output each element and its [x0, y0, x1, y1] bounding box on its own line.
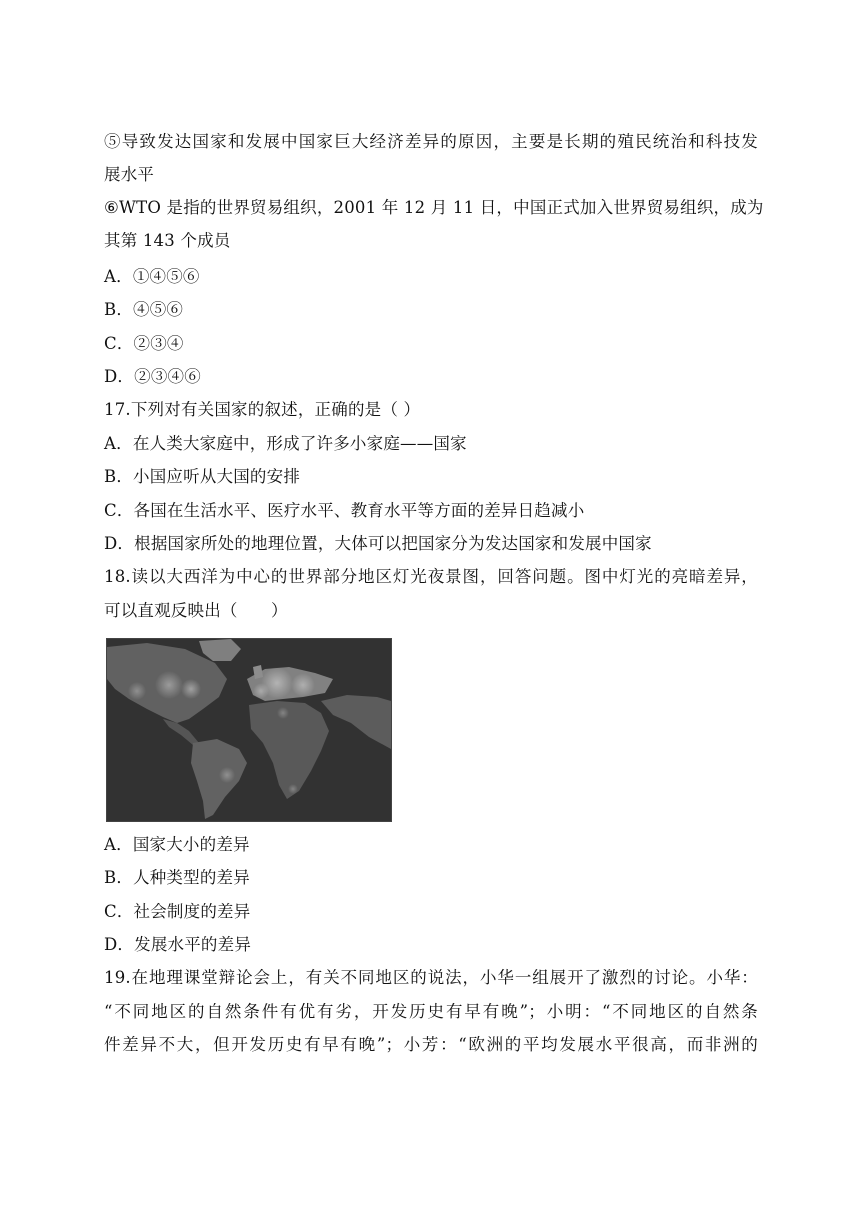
q17-option-a: A．在人类大家庭中，形成了许多小家庭——国家: [104, 434, 467, 453]
statement-6-line-1: ⑥WTO 是指的世界贸易组织，2001 年 12 月 11 日，中国正式加入世界贸易组织，成为: [104, 198, 764, 217]
q18-option-d: D．发展水平的差异: [104, 935, 252, 954]
q19-stem-line-2: “不同地区的自然条件有优有劣，开发历史有早有晚”；小明：“不同地区的自然条: [104, 1002, 758, 1021]
q17-option-c: C．各国在生活水平、医疗水平、教育水平等方面的差异日趋减小: [104, 501, 585, 520]
q19-stem-line-3: 件差异不大，但开发历史有早有晚”；小芳：“欧洲的平均发展水平很高，而非洲的: [104, 1035, 758, 1054]
q19-stem-line-1: 19.在地理课堂辩论会上，有关不同地区的说法，小华一组展开了激烈的讨论。小华：: [104, 968, 758, 987]
statement-5-line-1: ⑤导致发达国家和发展中国家巨大经济差异的原因，主要是长期的殖民统治和科技发: [104, 132, 758, 151]
q18-stem-line-1: 18.读以大西洋为中心的世界部分地区灯光夜景图，回答问题。图中灯光的亮暗差异，: [104, 567, 758, 586]
statement-5-line-2: 展水平: [104, 165, 155, 184]
q16-option-c: C．②③④: [104, 334, 184, 353]
q17-stem: 17.下列对有关国家的叙述，正确的是（ ）: [104, 400, 421, 419]
q16-option-d: D．②③④⑥: [104, 367, 201, 386]
q18-option-a: A．国家大小的差异: [104, 835, 250, 854]
q17-option-b: B．小国应听从大国的安排: [104, 467, 301, 486]
statement-6-line-2: 其第 143 个成员: [104, 231, 231, 250]
q16-option-a: A．①④⑤⑥: [104, 267, 200, 286]
world-night-lights-map-image: [106, 638, 392, 822]
q16-option-b: B．④⑤⑥: [104, 300, 184, 319]
q17-option-d: D．根据国家所处的地理位置，大体可以把国家分为发达国家和发展中国家: [104, 534, 652, 553]
q18-stem-line-2: 可以直观反映出（ ）: [104, 601, 288, 620]
q18-option-b: B．人种类型的差异: [104, 868, 250, 887]
q18-option-c: C．社会制度的差异: [104, 902, 251, 921]
